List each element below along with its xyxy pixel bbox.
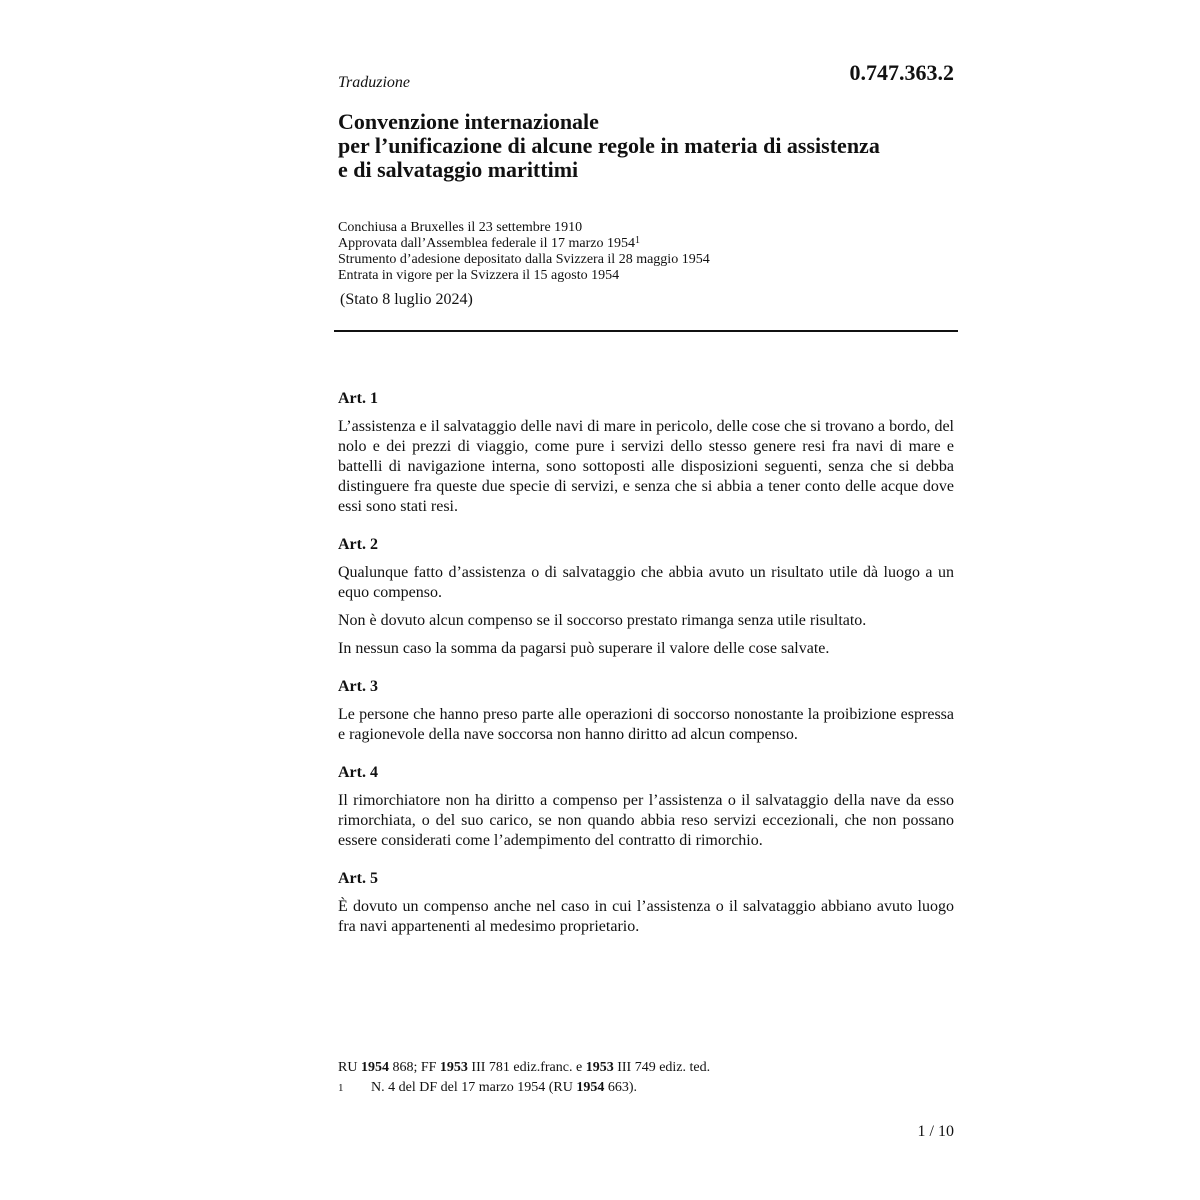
footnote-1 [338,1078,710,1098]
citation-year: 1953 [439,1060,468,1075]
article-heading: Art. 3 [338,678,378,695]
article-heading: Art. 4 [338,764,378,781]
article-3 [338,677,954,745]
document-number: 0.747.363.2 [849,60,954,85]
footnote-year: 1954 [576,1080,605,1095]
citation-text: 868; FF [388,1060,440,1075]
citation-text: III 781 ediz.franc. e [467,1060,586,1075]
article-paragraph: Il rimorchiatore non ha diritto a compenso per l’assistenza o il salvataggio della nave da esso rimorchiata, o del suo carico, se non quando abbia reso servizi eccezionali, che non possano essere considerati come l’adempimento del contratto di rimorchio. [338,792,954,849]
article-heading: Art. 5 [338,870,378,887]
source-citation [338,1058,710,1078]
translation-label: Traduzione [338,74,411,91]
meta-instrument: Strumento d’adesione depositato dalla Svizzera il 28 maggio 1954 [338,252,710,267]
article-heading: Art. 2 [338,536,378,553]
citation-year: 1954 [360,1060,389,1075]
article-4 [338,763,954,851]
citation-text: III 749 ediz. ted. [613,1060,711,1075]
article-paragraph: In nessun caso la somma da pagarsi può superare il valore delle cose salvate. [338,640,830,657]
meta-approved-row [338,236,710,252]
footnote-text: 663). [604,1080,637,1095]
footnote-ref-1[interactable]: 1 [635,235,641,246]
meta-approved: Approvata dall’Assemblea federale il 17 marzo 1954 [338,236,636,251]
document-metadata [338,220,710,284]
article-2 [338,535,954,659]
footnote-text: N. 4 del DF del 17 marzo 1954 (RU [371,1080,577,1095]
article-paragraph: L’assistenza e il salvataggio delle navi di mare in pericolo, delle cose che si trovano a bordo, del nolo e dei prezzi di viaggio, come pure i servizi dello stesso genere resi fra navi di mare e battelli di navigazione interna, sono sottoposti alle disposizioni seguenti, senza che si debba distinguere fra queste due specie di servizi, e senza che si abbia a tener conto delle acque dove essi sono stati resi. [338,418,954,515]
article-paragraph: Qualunque fatto d’assistenza o di salvataggio che abbia avuto un risultato utile dà luogo a un equo compenso. [338,564,954,601]
title-line-2: per l’unificazione di alcune regole in materia di assistenza [338,133,880,158]
article-paragraph: Non è dovuto alcun compenso se il soccorso prestato rimanga senza utile risultato. [338,612,867,629]
document-title [338,110,978,182]
citation-year: 1953 [585,1060,614,1075]
article-paragraph: È dovuto un compenso anche nel caso in cui l’assistenza o il salvataggio abbiano avuto luogo fra navi appartenenti al medesimo proprietario. [338,898,954,935]
meta-in-force: Entrata in vigore per la Svizzera il 15 agosto 1954 [338,268,620,283]
meta-concluded: Conchiusa a Bruxelles il 23 settembre 1910 [338,220,583,235]
articles-column [338,389,954,955]
status-date: (Stato 8 luglio 2024) [340,291,473,308]
title-line-1: Convenzione internazionale [338,109,599,134]
footnote-mark: 1 [338,1082,344,1094]
header-divider [334,330,958,332]
article-1 [338,389,954,517]
article-5 [338,869,954,937]
article-paragraph: Le persone che hanno preso parte alle operazioni di soccorso nonostante la proibizione espressa e ragionevole della nave soccorsa non hanno diritto ad alcun compenso. [338,706,954,743]
article-heading: Art. 1 [338,390,378,407]
page-number: 1 / 10 [917,1123,954,1140]
footnotes [338,1058,710,1098]
citation-text: RU [338,1060,361,1075]
title-line-3: e di salvataggio marittimi [338,157,579,182]
